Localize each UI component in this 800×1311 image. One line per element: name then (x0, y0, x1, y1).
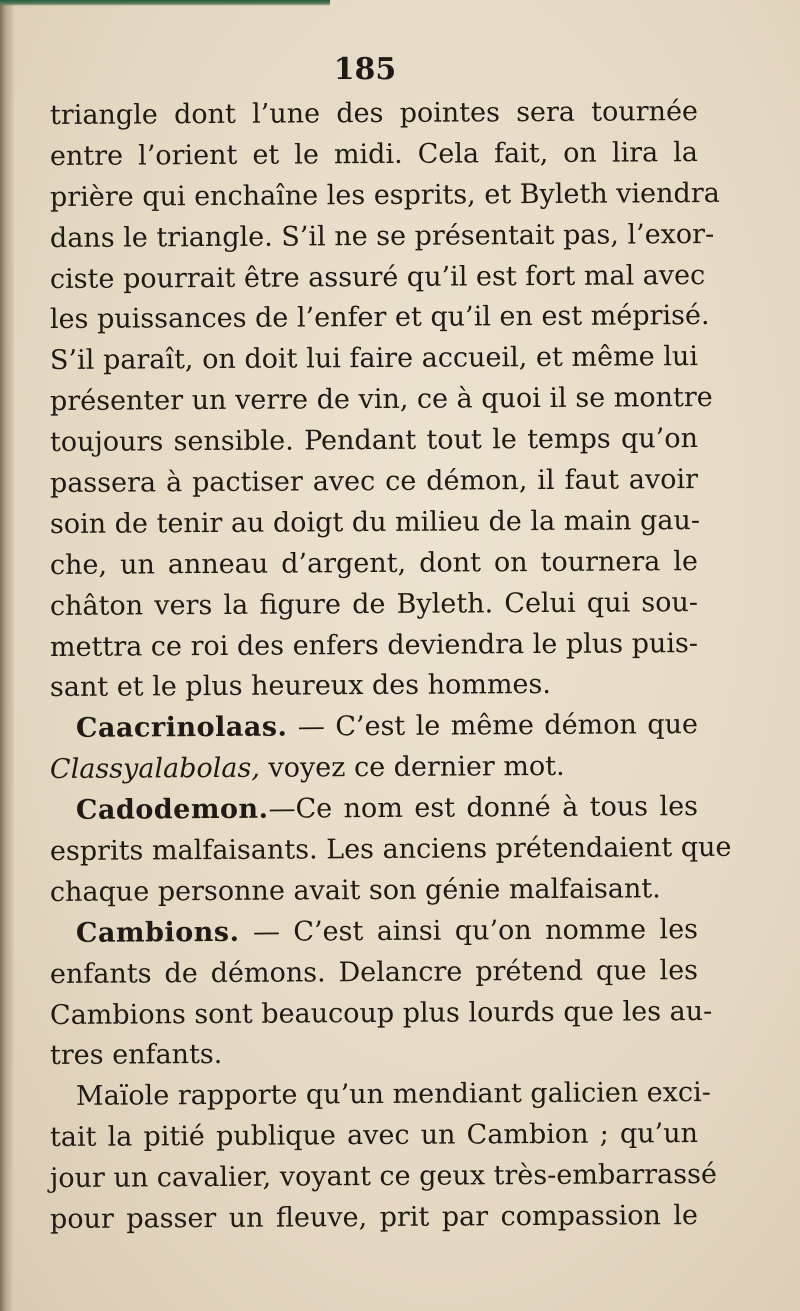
entry-caacrinolaas: Caacrinolaas. — C’est le même démon que (75, 709, 699, 745)
entry-headword: Caacrinolaas. (75, 711, 288, 745)
entry-cadodemon: Cadodemon.—Ce nom est donné à tous les (75, 791, 699, 826)
text-line: S’il paraît, on doit lui faire accueil, et même lui (49, 341, 699, 377)
text-line: enfants de démons. Delancre prétend que les (49, 954, 699, 990)
entry-headword: Cambions. (75, 916, 240, 949)
entry-cambions: Cambions. — C’est ainsi qu’on nomme les (75, 913, 699, 949)
text-line: prière qui enchaîne les esprits, et Byleth viendra (49, 177, 720, 213)
text-line: présenter un verre de vin, ce à quoi il se montre (49, 382, 713, 418)
text-line: dans le triangle. S’il ne se présentait pas, l’exor- (49, 218, 715, 254)
book-spine-shadow (0, 0, 14, 1311)
text-line: Cambions sont beaucoup plus lourds que les au- (49, 995, 713, 1031)
text-line: entre l’orient et le midi. Cela fait, on lira la (49, 136, 699, 172)
text-line: chaque personne avait son génie malfaisant. (49, 873, 661, 908)
page-top-edge (0, 0, 330, 6)
text-line: passera à pactiser avec ce démon, il faut avoir (49, 464, 699, 500)
text-line: tres enfants. (49, 1039, 223, 1072)
text-line: châton vers la figure de Byleth. Celui qui sou- (49, 586, 699, 622)
page-number: 185 (333, 52, 397, 87)
text-line: les puissances de l’enfer et qu’il en est méprisé. (49, 300, 710, 336)
text-line: ciste pourrait être assuré qu’il est fort mal avec (49, 259, 706, 295)
text-line: Classyalabolas, voyez ce dernier mot. (49, 751, 565, 786)
body-text (49, 96, 732, 1241)
entry-headword: Cadodemon. (75, 793, 269, 826)
text-line: esprits malfaisants. Les anciens prétendaient que (49, 831, 732, 868)
text-line: toujours sensible. Pendant tout le temps qu’on (49, 423, 699, 459)
text-line: Maïole rapporte qu’un mendiant galicien exci- (75, 1077, 711, 1113)
text-line: mettra ce roi des enfers deviendra le plus puis- (49, 627, 699, 663)
text-line: soin de tenir au doigt du milieu de la main gau- (49, 504, 701, 540)
text-line: che, un anneau d’argent, dont on tournera le (49, 545, 699, 581)
text-line: pour passer un fleuve, prit par compassion le (49, 1200, 699, 1236)
text-line: sant et le plus heureux des hommes. (49, 669, 552, 704)
text-line: tait la pitié publique avec un Cambion ; qu’un (49, 1118, 699, 1154)
text-line: triangle dont l’une des pointes sera tournée (49, 96, 699, 131)
italic-term: Classyalabolas, (49, 752, 260, 786)
text-line: jour un cavalier, voyant ce geux très-embarrassé (49, 1159, 717, 1195)
